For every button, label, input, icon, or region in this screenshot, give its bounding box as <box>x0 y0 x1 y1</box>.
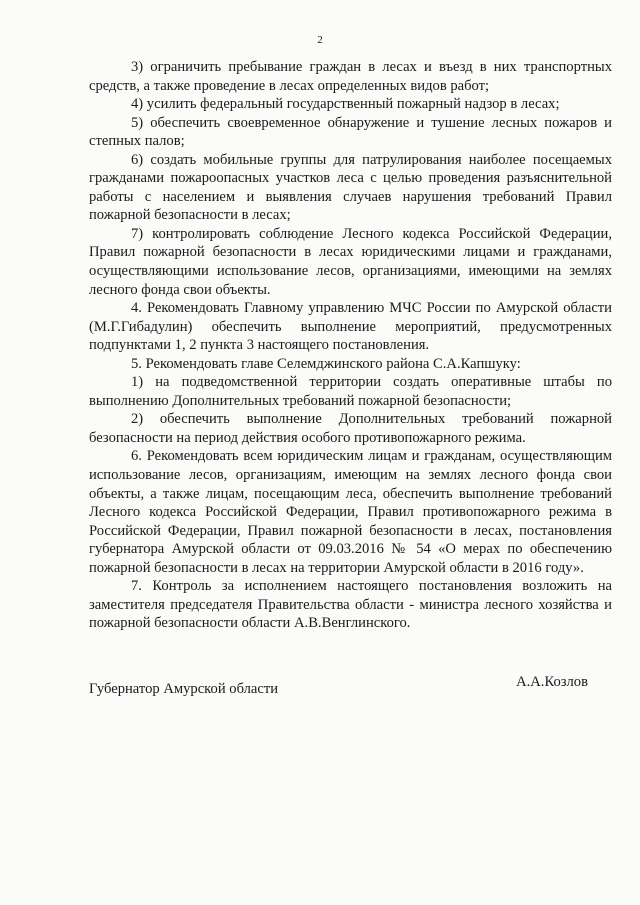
paragraph-4: 4. Рекомендовать Главному управлению МЧС России по Амурской области (М.Г.Гибадулин) обеспечить выполнение мероприятий, предусмотренных подпунктами 1, 2 пункта 3 настоящего постановления. <box>89 300 612 354</box>
paragraph-3-7: 7) контролировать соблюдение Лесного кодекса Российской Федерации, Правил пожарной безопасности в лесах юридическими лицами и гражданами, осуществляющими использование лесов, организациями, имеющими на землях лесного фонда свои объекты. <box>89 225 612 298</box>
paragraph-3-4: 4) усилить федеральный государственный пожарный надзор в лесах; <box>131 96 560 113</box>
paragraph-6: 6. Рекомендовать всем юридическим лицам и гражданам, осуществляющим использование лесов, организациям, имеющим на землях лесного фонда свои объекты, а также лицам, посещающим леса, обеспечить выполнение требований Лесного кодекса Российской Федерации, Правил противопожарного режима в Российской Федерации, Правил пожарной безопасности в лесах, постановления губернатора Амурской области от 09.03.2016 № 54 «О мерах по обеспечению пожарной безопасности в лесах на территории Амурской области в 2016 году». <box>89 448 612 576</box>
paragraph-7: 7. Контроль за исполнением настоящего постановления возложить на заместителя председателя Правительства области - министра лесного хозяйства и пожарной безопасности области А.В.Венглинского. <box>89 578 612 632</box>
paragraph-5-2: 2) обеспечить выполнение Дополнительных требований пожарной безопасности на период действия особого противопожарного режима. <box>89 411 612 446</box>
page-number: 2 <box>317 34 323 46</box>
paragraph-5-1: 1) на подведомственной территории создать оперативные штабы по выполнению Дополнительных требований пожарной безопасности; <box>89 374 612 409</box>
document-body <box>89 58 612 633</box>
paragraph-5: 5. Рекомендовать главе Селемджинского района С.А.Капшуку: <box>131 355 521 372</box>
paragraph-3-5: 5) обеспечить своевременное обнаружение и тушение лесных пожаров и степных палов; <box>89 114 612 150</box>
paragraph-3-6: 6) создать мобильные группы для патрулирования наиболее посещаемых гражданами пожароопасных участков леса с целью проведения разъяснительной работы с населением и выявления случаев нарушения требований Правил пожарной безопасности в лесах; <box>89 151 612 224</box>
paragraph-3-3: 3) ограничить пребывание граждан в лесах и въезд в них транспортных средств, а также проведение в лесах определенных видов работ; <box>89 59 612 94</box>
signatory-position: Губернатор Амурской области <box>89 681 279 697</box>
signatory-name: А.А.Козлов <box>516 674 588 690</box>
